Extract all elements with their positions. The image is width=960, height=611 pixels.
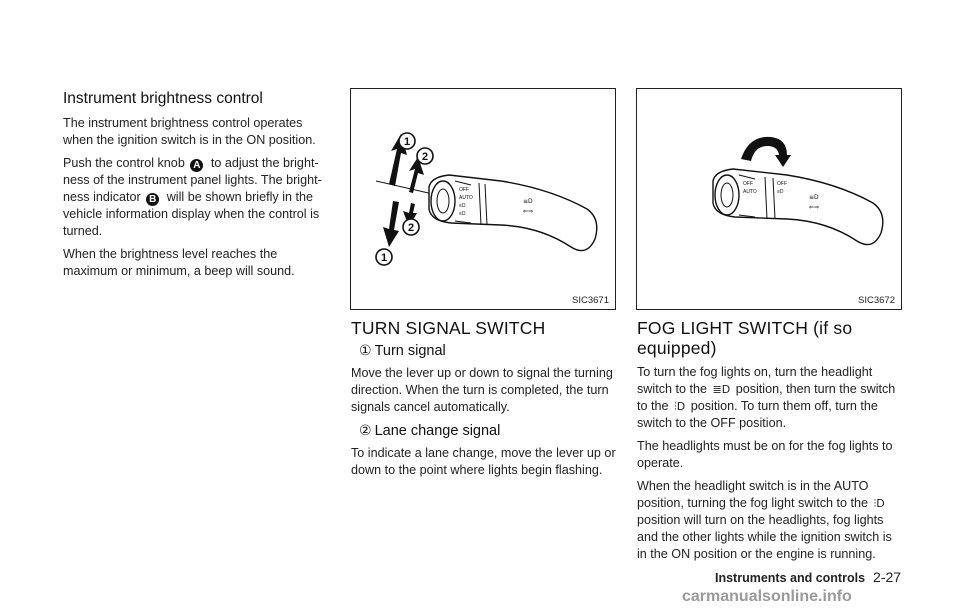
section-heading-brightness: Instrument brightness control <box>63 90 263 107</box>
high-beam-glyph-icon: ≡D <box>523 198 533 205</box>
knob2-label-auto: AUTO <box>743 189 757 195</box>
foglight-glyph-2-icon: ⫶D <box>873 497 885 510</box>
knob2-label-off: OFF <box>743 181 753 187</box>
circled-2-icon: ② <box>359 422 372 438</box>
knob-label-park: ≡D <box>459 211 466 217</box>
page-footer <box>715 569 901 585</box>
figure-code-sic3672: SIC3672 <box>858 295 895 306</box>
circled-1-icon: ① <box>359 342 372 358</box>
middle-column <box>351 318 619 485</box>
lever-body-2 <box>713 169 883 245</box>
knob-label-auto: AUTO <box>459 195 473 201</box>
right-column <box>637 318 905 569</box>
watermark: carmanualsonline.info <box>682 588 852 605</box>
figure-code-sic3671: SIC3671 <box>572 295 609 306</box>
section-heading-turn-signal: TURN SIGNAL SWITCH <box>351 318 546 338</box>
callout-badge-b: B <box>146 193 159 206</box>
section-heading-fog-light: FOG LIGHT SWITCH (if so equipped) <box>637 318 853 358</box>
callout-1-top-label: 1 <box>403 136 411 148</box>
headlight-glyph-icon: ≣D <box>712 383 731 396</box>
lever-body <box>429 175 597 251</box>
high-beam-glyph-2-icon: ≡D <box>809 194 819 201</box>
lane-change-text: To indicate a lane change, move the lever up or down to the point where lights begin flashing. <box>351 446 616 477</box>
turn-signal-text: Move the lever up or down to signal the turning direction. When the turn is completed, the turn signals cancel automatically. <box>351 366 613 414</box>
left-column <box>63 90 331 286</box>
knob2-label-fog: ≡D <box>777 189 784 195</box>
footer-section-title: Instruments and controls <box>715 571 866 585</box>
turn-signal-illustration <box>351 89 615 309</box>
brightness-paragraph-1: The instrument brightness control operates when the ignition switch is in the ON position. <box>63 116 316 147</box>
callout-2-bottom-label: 2 <box>407 222 415 234</box>
foglight-glyph-icon: ⫶D <box>674 400 686 413</box>
fog-light-figure <box>636 88 902 310</box>
fog-light-illustration <box>637 89 901 309</box>
down-arrow-1-icon <box>383 201 399 247</box>
rotate-arrow-icon <box>741 137 791 167</box>
fog-light-paragraph-3: When the headlight switch is in the AUTO position, turning the fog light switch to the ⫶D position will turn on the headlights, fog lights and the other lights while the ignition switch is in the ON position or the engine is running. <box>637 479 892 561</box>
turn-signal-figure <box>350 88 616 310</box>
brightness-paragraph-2: Push the control knob A to adjust the bright- ness of the instrument panel lights. The bright- ness indicator B will be shown briefly in the vehicle information display when the control is turned. <box>63 156 322 238</box>
brightness-paragraph-3: When the brightness level reaches the maximum or minimum, a beep will sound. <box>63 247 295 278</box>
callout-1-bottom-label: 1 <box>380 252 388 264</box>
flash-glyph-icon: ⇐⇒ <box>523 208 534 215</box>
knob-label-head: ≡D <box>459 203 466 209</box>
knob2-label-fog-off: OFF <box>777 181 787 187</box>
page-number: 2-27 <box>873 569 902 585</box>
callout-badge-a: A <box>190 159 203 172</box>
subheading-lane-change: ② Lane change signal <box>359 422 501 439</box>
knob-label-off: OFF <box>459 187 469 193</box>
callout-2-top-label: 2 <box>421 151 429 163</box>
flash-glyph-2-icon: ⇐⇒ <box>809 204 820 211</box>
fog-light-paragraph-1: To turn the fog lights on, turn the headlight switch to the ≣D position, then turn the switch to the ⫶D position. To turn them off, turn the switch to the OFF position. <box>637 365 896 430</box>
fog-light-paragraph-2: The headlights must be on for the fog lights to operate. <box>637 439 893 470</box>
subheading-turn-signal: ① Turn signal <box>359 342 446 359</box>
